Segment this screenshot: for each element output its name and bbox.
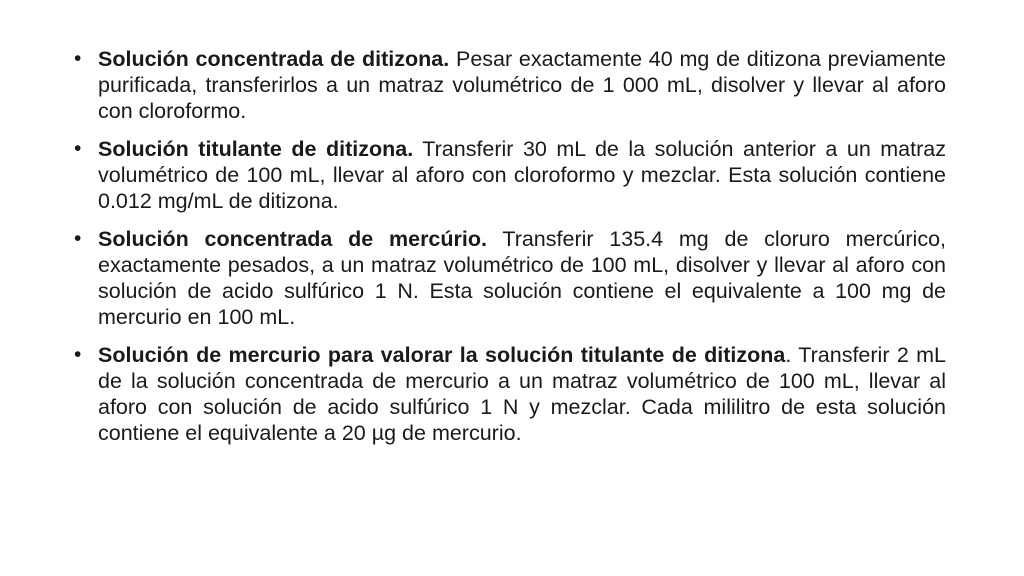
bullet-title: Solución titulante de ditizona. — [98, 137, 414, 161]
bullet-item-mercury-stock — [74, 226, 946, 330]
bullet-title: Solución concentrada de mercúrio. — [98, 227, 487, 251]
bullet-body: Pesar exactamente 40 mg de ditizona previamente purificada, transferirlos a un matraz volumétrico de 1 000 mL, disolver y llevar al aforo con cloroformo. — [98, 47, 946, 123]
bullet-title: Solución concentrada de ditizona. — [98, 47, 450, 71]
bullet-icon: • — [74, 343, 82, 366]
bullet-title: Solución de mercurio para valorar la solución titulante de ditizona — [98, 343, 786, 367]
bullet-body: Transferir 135.4 mg de cloruro mercúrico, exactamente pesados, a un matraz volumétrico de 100 mL, disolver y llevar al aforo con solución de acido sulfúrico 1 N. Esta solución contiene el equivalente a 100 mg de mercurio en 100 mL. — [98, 227, 946, 329]
bullet-item-dithizone-stock — [74, 46, 946, 124]
bullet-icon: • — [74, 137, 82, 160]
bullet-icon: • — [74, 227, 82, 250]
bullet-item-dithizone-titrant — [74, 136, 946, 214]
bullet-list — [74, 46, 946, 458]
bullet-icon: • — [74, 47, 82, 70]
bullet-item-mercury-standard — [74, 342, 946, 446]
bullet-body: . Transferir 2 mL de la solución concentrada de mercurio a un matraz volumétrico de 100 mL, llevar al aforo con solución de acido sulfúrico 1 N y mezclar. Cada mililitro de esta solución contiene el equivalente a 20 µg de mercurio. — [98, 343, 946, 445]
bullet-body: Transferir 30 mL de la solución anterior a un matraz volumétrico de 100 mL, llevar al aforo con cloroformo y mezclar. Esta solución contiene 0.012 mg/mL de ditizona. — [98, 137, 946, 213]
